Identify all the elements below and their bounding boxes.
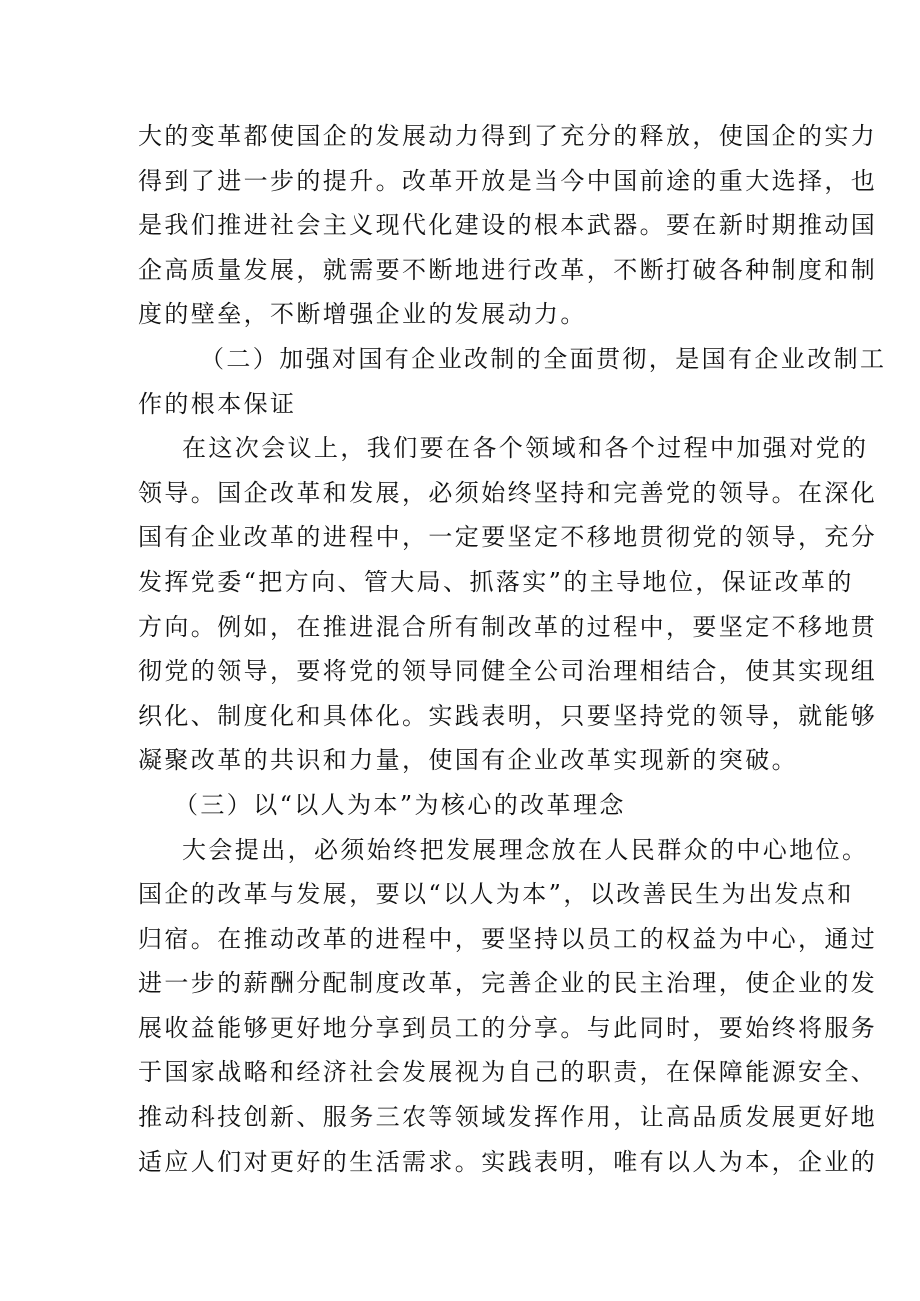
text-line-24: 适应人们对更好的生活需求。实践表明，唯有以人为本，企业的 bbox=[138, 1147, 878, 1176]
section-heading-2: （二）加强对国有企业改制的全面贯彻，是国有企业改制工 bbox=[200, 344, 887, 373]
text-line-18: 国企的改革与发展，要以“以人为本”，以改善民生为出发点和 bbox=[138, 880, 854, 909]
text-line-11: 发挥党委“把方向、管大局、抓落实”的主导地位，保证改革的 bbox=[138, 567, 854, 596]
text-line-2: 得到了进一步的提升。改革开放是当今中国前途的重大选择，也 bbox=[138, 166, 878, 195]
text-line-10: 国有企业改革的进程中，一定要坚定不移地贯彻党的领导，充分 bbox=[138, 523, 878, 552]
text-line-12: 方向。例如，在推进混合所有制改革的过程中，要坚定不移地贯 bbox=[138, 612, 878, 641]
text-line-14: 织化、制度化和具体化。实践表明，只要坚持党的领导，就能够 bbox=[138, 701, 878, 730]
document-body bbox=[138, 114, 887, 1184]
text-line-5: 度的壁垒，不断增强企业的发展动力。 bbox=[138, 300, 587, 329]
text-line-9: 领导。国企改革和发展，必须始终坚持和完善党的领导。在深化 bbox=[138, 478, 878, 507]
text-line-20: 进一步的薪酬分配制度改革，完善企业的民主治理，使企业的发 bbox=[138, 969, 878, 998]
text-line-22: 于国家战略和经济社会发展视为自己的职责，在保障能源安全、 bbox=[138, 1058, 878, 1087]
section-heading-2-continued: 作的根本保证 bbox=[138, 389, 297, 418]
section-heading-3: （三）以“以人为本”为核心的改革理念 bbox=[174, 790, 626, 819]
text-line-13: 彻党的领导，要将党的领导同健全公司治理相结合，使其实现组 bbox=[138, 657, 878, 686]
text-line-21: 展收益能够更好地分享到员工的分享。与此同时，要始终将服务 bbox=[138, 1013, 878, 1042]
text-line-1: 大的变革都使国企的发展动力得到了充分的释放，使国企的实力 bbox=[138, 122, 878, 150]
text-line-8: 在这次会议上，我们要在各个领域和各个过程中加强对党的 bbox=[182, 434, 869, 463]
text-line-23: 推动科技创新、服务三农等领域发挥作用，让高品质发展更好地 bbox=[138, 1103, 878, 1132]
text-line-19: 归宿。在推动改革的进程中，要坚持以员工的权益为中心，通过 bbox=[138, 924, 878, 953]
text-line-3: 是我们推进社会主义现代化建设的根本武器。要在新时期推动国 bbox=[138, 211, 878, 240]
text-line-4: 企高质量发展，就需要不断地进行改革，不断打破各种制度和制 bbox=[138, 255, 878, 284]
text-line-15: 凝聚改革的共识和力量，使国有企业改革实现新的突破。 bbox=[138, 746, 798, 775]
text-line-17: 大会提出，必须始终把发展理念放在人民群众的中心地位。 bbox=[182, 835, 869, 864]
